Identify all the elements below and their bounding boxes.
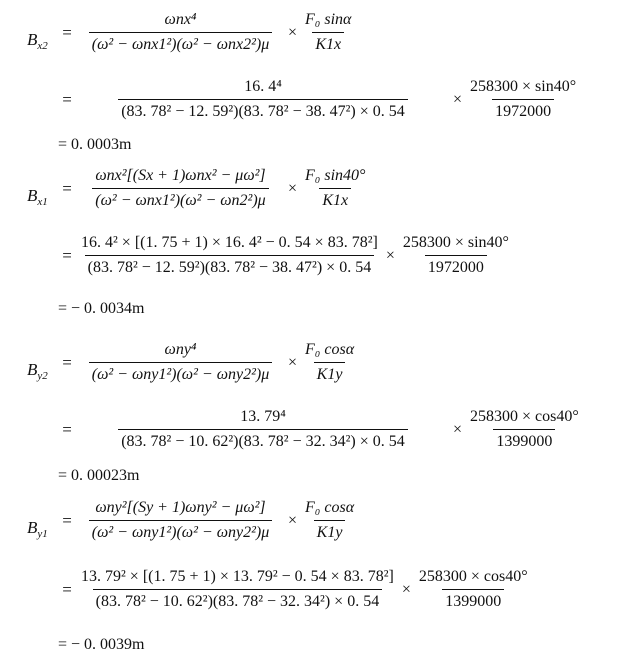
result-value: = − 0. 0039m — [58, 636, 145, 653]
force-fraction — [302, 166, 368, 211]
numeric-force-denominator: 1399000 — [442, 589, 504, 612]
numeric-fraction — [78, 407, 448, 452]
equals-sign: = — [62, 178, 72, 198]
equals-sign: = — [62, 579, 72, 599]
force-fraction — [302, 498, 357, 543]
numeric-force-denominator: 1972000 — [492, 99, 554, 122]
numeric-force-fraction — [467, 407, 582, 452]
force-fraction — [302, 340, 357, 385]
numeric-force-numerator: 258300 × cos40° — [418, 568, 528, 585]
numeric-fraction — [78, 77, 448, 122]
numeric-force-denominator: 1972000 — [425, 255, 487, 278]
force-numerator: F₀ cosα — [305, 341, 355, 358]
numeric-force-denominator: 1399000 — [493, 429, 555, 452]
times-sign: × — [385, 246, 395, 264]
numeric-denominator: (83. 78² − 10. 62²)(83. 78² − 32. 34²) × 0. 54 — [93, 589, 383, 612]
numeric-denominator: (83. 78² − 10. 62²)(83. 78² − 32. 34²) × 0. 54 — [118, 429, 408, 452]
numeric-force-numerator: 258300 × sin40° — [470, 78, 577, 95]
times-sign: × — [401, 580, 411, 598]
numeric-force-numerator: 258300 × sin40° — [402, 234, 509, 251]
force-denominator: K1x — [319, 188, 351, 211]
numeric-numerator: 13. 79⁴ — [240, 408, 286, 425]
numeric-denominator: (83. 78² − 12. 59²)(83. 78² − 38. 47²) × 0. 54 — [118, 99, 408, 122]
numeric-force-fraction — [400, 233, 512, 278]
equals-sign: = — [62, 22, 72, 42]
force-numerator: F₀ cosα — [305, 499, 355, 516]
result-value: = 0. 00023m — [58, 467, 140, 484]
numeric-numerator: 13. 79² × [(1. 75 + 1) × 13. 79² − 0. 54 × 83. 78²] — [81, 568, 394, 585]
result-bx1 — [0, 300, 145, 318]
symbolic-fraction — [78, 498, 283, 543]
numeric-numerator: 16. 4⁴ — [244, 78, 282, 95]
result-value: = 0. 0003m — [58, 136, 132, 153]
lhs-bx1: $B_{x1}$ — [27, 186, 48, 208]
times-sign: × — [288, 23, 298, 41]
lhs-by2: $B_{y2}$ — [27, 360, 48, 382]
numeric-force-numerator: 258300 × cos40° — [470, 408, 579, 425]
result-bx2 — [0, 136, 131, 154]
equation-by2-numeric — [0, 407, 584, 452]
result-value: = − 0. 0034m — [58, 300, 145, 317]
equals-sign: = — [62, 89, 72, 109]
times-sign: × — [453, 420, 463, 438]
result-by2 — [0, 467, 139, 485]
fraction-numerator: ωnx²[(Sx + 1)ωnx² − μω²] — [95, 167, 266, 184]
times-sign: × — [288, 353, 298, 371]
equation-bx1-numeric — [0, 233, 514, 278]
force-numerator: F₀ sin40° — [305, 167, 366, 184]
symbolic-fraction — [78, 10, 283, 55]
fraction-denominator: (ω² − ωnx1²)(ω² − ωnx2²)μ — [89, 32, 273, 55]
numeric-fraction — [78, 567, 397, 612]
result-by1 — [0, 636, 145, 654]
equation-bx1-symbolic — [0, 166, 370, 211]
symbolic-fraction — [78, 340, 283, 385]
numeric-denominator: (83. 78² − 12. 59²)(83. 78² − 38. 47²) × 0. 54 — [85, 255, 375, 278]
equation-bx2-symbolic — [0, 10, 356, 55]
times-sign: × — [288, 179, 298, 197]
force-denominator: K1y — [314, 520, 346, 543]
fraction-numerator: ωny⁴ — [164, 341, 197, 358]
equation-by2-symbolic — [0, 340, 359, 385]
numeric-fraction — [78, 233, 381, 278]
force-fraction — [302, 10, 354, 55]
fraction-denominator: (ω² − ωny1²)(ω² − ωny2²)μ — [89, 520, 273, 543]
numeric-force-fraction — [416, 567, 531, 612]
equation-by1-symbolic — [0, 498, 359, 543]
equation-bx2-numeric — [0, 77, 581, 122]
fraction-numerator: ωny²[(Sy + 1)ωny² − μω²] — [95, 499, 266, 516]
equals-sign: = — [62, 352, 72, 372]
fraction-denominator: (ω² − ωnx1²)(ω² − ωn2²)μ — [92, 188, 268, 211]
lhs-by1: $B_{y1}$ — [27, 518, 48, 540]
equals-sign: = — [62, 419, 72, 439]
fraction-denominator: (ω² − ωny1²)(ω² − ωny2²)μ — [89, 362, 273, 385]
fraction-numerator: ωnx⁴ — [164, 11, 197, 28]
numeric-force-fraction — [467, 77, 579, 122]
symbolic-fraction — [78, 166, 283, 211]
lhs-bx2: $B_{x2}$ — [27, 30, 48, 52]
equation-by1-numeric — [0, 567, 533, 612]
force-denominator: K1x — [312, 32, 344, 55]
equals-sign: = — [62, 510, 72, 530]
equals-sign: = — [62, 245, 72, 265]
times-sign: × — [453, 90, 463, 108]
force-numerator: F₀ sinα — [305, 11, 352, 28]
times-sign: × — [288, 511, 298, 529]
force-denominator: K1y — [314, 362, 346, 385]
numeric-numerator: 16. 4² × [(1. 75 + 1) × 16. 4² − 0. 54 × 83. 78²] — [81, 234, 378, 251]
